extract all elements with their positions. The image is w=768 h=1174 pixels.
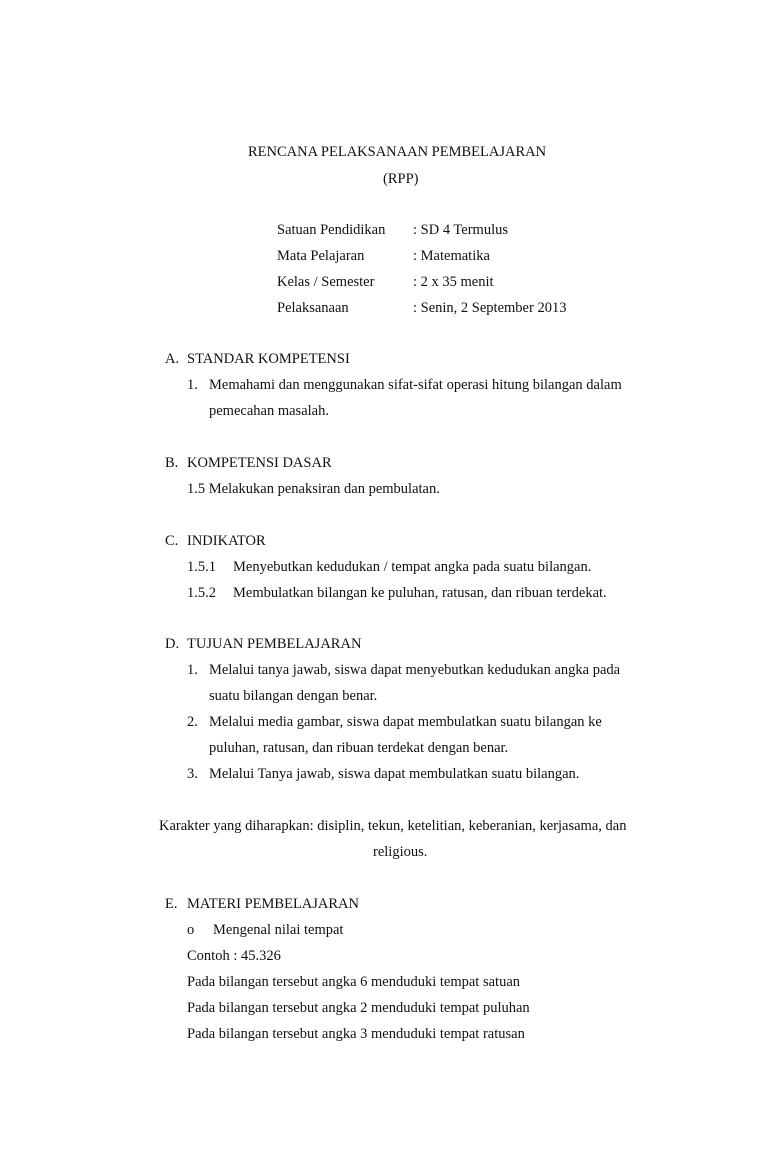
section-a-item-1-num: 1. [187, 377, 198, 393]
identity-label-satuan: Satuan Pendidikan [277, 222, 386, 238]
identity-value-satuan: : SD 4 Termulus [413, 222, 508, 238]
identity-label-kelas: Kelas / Semester [277, 274, 375, 290]
section-e-line-1: Contoh : 45.326 [187, 948, 281, 964]
identity-value-pelaksanaan: : Senin, 2 September 2013 [413, 300, 567, 316]
karakter-line-2: religious. [373, 844, 428, 860]
section-c-marker: C. [165, 533, 179, 549]
identity-label-pelaksanaan: Pelaksanaan [277, 300, 349, 316]
section-e-bullet: o [187, 922, 195, 938]
section-e-heading: MATERI PEMBELAJARAN [187, 896, 359, 912]
section-c-item-1-num: 1.5.1 [187, 559, 216, 575]
section-c-item-1-text: Menyebutkan kedudukan / tempat angka pada suatu bilangan. [233, 559, 592, 575]
section-d-item-3-line-1: Melalui Tanya jawab, siswa dapat membulatkan suatu bilangan. [209, 766, 580, 782]
document-title: RENCANA PELAKSANAAN PEMBELAJARAN [248, 144, 547, 160]
section-d-heading: TUJUAN PEMBELAJARAN [187, 636, 362, 652]
section-e-line-3: Pada bilangan tersebut angka 2 menduduki tempat puluhan [187, 1000, 530, 1016]
section-a-item-1-line-1: Memahami dan menggunakan sifat-sifat operasi hitung bilangan dalam [209, 377, 622, 393]
section-d-item-2-line-2: puluhan, ratusan, dan ribuan terdekat dengan benar. [209, 740, 509, 756]
section-b-heading: KOMPETENSI DASAR [187, 455, 332, 471]
section-d-item-1-num: 1. [187, 662, 198, 678]
section-d-item-3-num: 3. [187, 766, 198, 782]
section-e-line-4: Pada bilangan tersebut angka 3 menduduki tempat ratusan [187, 1026, 525, 1042]
section-a-heading: STANDAR KOMPETENSI [187, 351, 350, 367]
identity-value-mapel: : Matematika [413, 248, 490, 264]
section-d-item-1-line-2: suatu bilangan dengan benar. [209, 688, 378, 704]
section-c-item-2-num: 1.5.2 [187, 585, 216, 601]
section-e-line-2: Pada bilangan tersebut angka 6 menduduki tempat satuan [187, 974, 521, 990]
section-d-item-1-line-1: Melalui tanya jawab, siswa dapat menyebutkan kedudukan angka pada [209, 662, 621, 678]
section-d-item-2-num: 2. [187, 714, 198, 730]
identity-value-kelas: : 2 x 35 menit [413, 274, 494, 290]
document-subtitle: (RPP) [383, 171, 419, 187]
section-d-marker: D. [165, 636, 180, 652]
section-d-item-2-line-1: Melalui media gambar, siswa dapat membulatkan suatu bilangan ke [209, 714, 602, 730]
karakter-line-1: Karakter yang diharapkan: disiplin, tekun, ketelitian, keberanian, kerjasama, dan [159, 818, 627, 834]
section-e-bullet-text: Mengenal nilai tempat [213, 922, 344, 938]
section-c-heading: INDIKATOR [187, 533, 266, 549]
identity-label-mapel: Mata Pelajaran [277, 248, 365, 264]
section-a-item-1-line-2: pemecahan masalah. [209, 403, 329, 419]
section-b-text: 1.5 Melakukan penaksiran dan pembulatan. [187, 481, 440, 497]
section-c-item-2-text: Membulatkan bilangan ke puluhan, ratusan, dan ribuan terdekat. [233, 585, 607, 601]
section-e-marker: E. [165, 896, 178, 912]
section-a-marker: A. [165, 351, 180, 367]
section-b-marker: B. [165, 455, 179, 471]
